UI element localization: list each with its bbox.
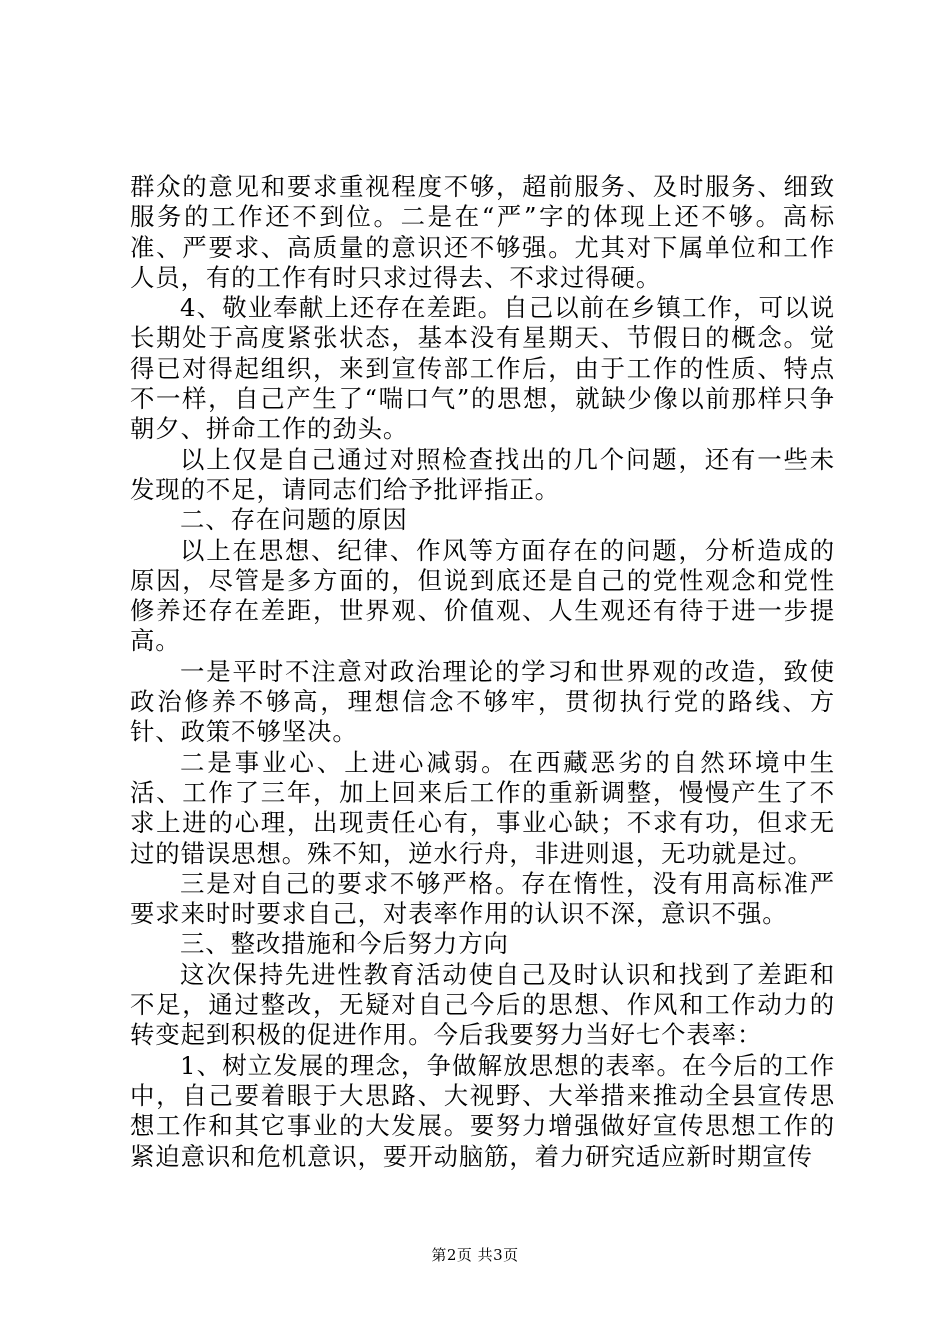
paragraph: 这次保持先进性教育活动使自己及时认识和找到了差距和不足，通过整改，无疑对自己今后的思想、作风和工作动力的转变起到积极的促进作用。今后我要努力当好七个表率： [130,959,835,1050]
section-heading: 二、存在问题的原因 [180,505,408,535]
paragraph: 以上仅是自己通过对照检查找出的几个问题，还有一些未发现的不足，请同志们给予批评指正。 [130,444,835,504]
page-footer [0,1244,950,1265]
page-number-label: 第2页 共3页 [431,1246,519,1264]
paragraph: 4、敬业奉献上还存在差距。自己以前在乡镇工作，可以说长期处于高度紧张状态，基本没有星期天、节假日的概念。觉得已对得起组织，来到宣传部工作后，由于工作的性质、特点不一样，自己产生了“喘口气”的思想，就缺少像以前那样只争朝夕、拼命工作的劲头。 [130,293,835,444]
paragraph: 三是对自己的要求不够严格。存在惰性，没有用高标准严要求来时时要求自己，对表率作用的认识不深，意识不强。 [130,868,835,929]
paragraph: 群众的意见和要求重视程度不够，超前服务、及时服务、细致服务的工作还不到位。二是在“严”字的体现上还不够。高标准、严要求、高质量的意识还不够强。尤其对下属单位和工作人员，有的工作有时只求过得去、不求过得硬。 [130,172,835,292]
paragraph: 1、树立发展的理念，争做解放思想的表率。在今后的工作中，自己要着眼于大思路、大视野、大举措来推动全县宣传思想工作和其它事业的大发展。要努力增强做好宣传思想工作的紧迫意识和危机意识，要开动脑筋，着力研究适应新时期宣传 [130,1050,835,1171]
paragraph: 一是平时不注意对政治理论的学习和世界观的改造，致使政治修养不够高，理想信念不够牢，贯彻执行党的路线、方针、政策不够坚决。 [130,656,835,747]
section-heading: 三、整改措施和今后努力方向 [180,929,509,959]
paragraph: 以上在思想、纪律、作风等方面存在的问题，分析造成的原因，尽管是多方面的，但说到底还是自己的党性观念和党性修养还存在差距，世界观、价值观、人生观还有待于进一步提高。 [130,535,835,656]
document-body [130,172,835,1172]
paragraph: 二是事业心、上进心减弱。在西藏恶劣的自然环境中生活、工作了三年，加上回来后工作的重新调整，慢慢产生了不求上进的心理，出现责任心有，事业心缺；不求有功，但求无过的错误思想。殊不知，逆水行舟，非进则退，无功就是过。 [130,747,835,868]
